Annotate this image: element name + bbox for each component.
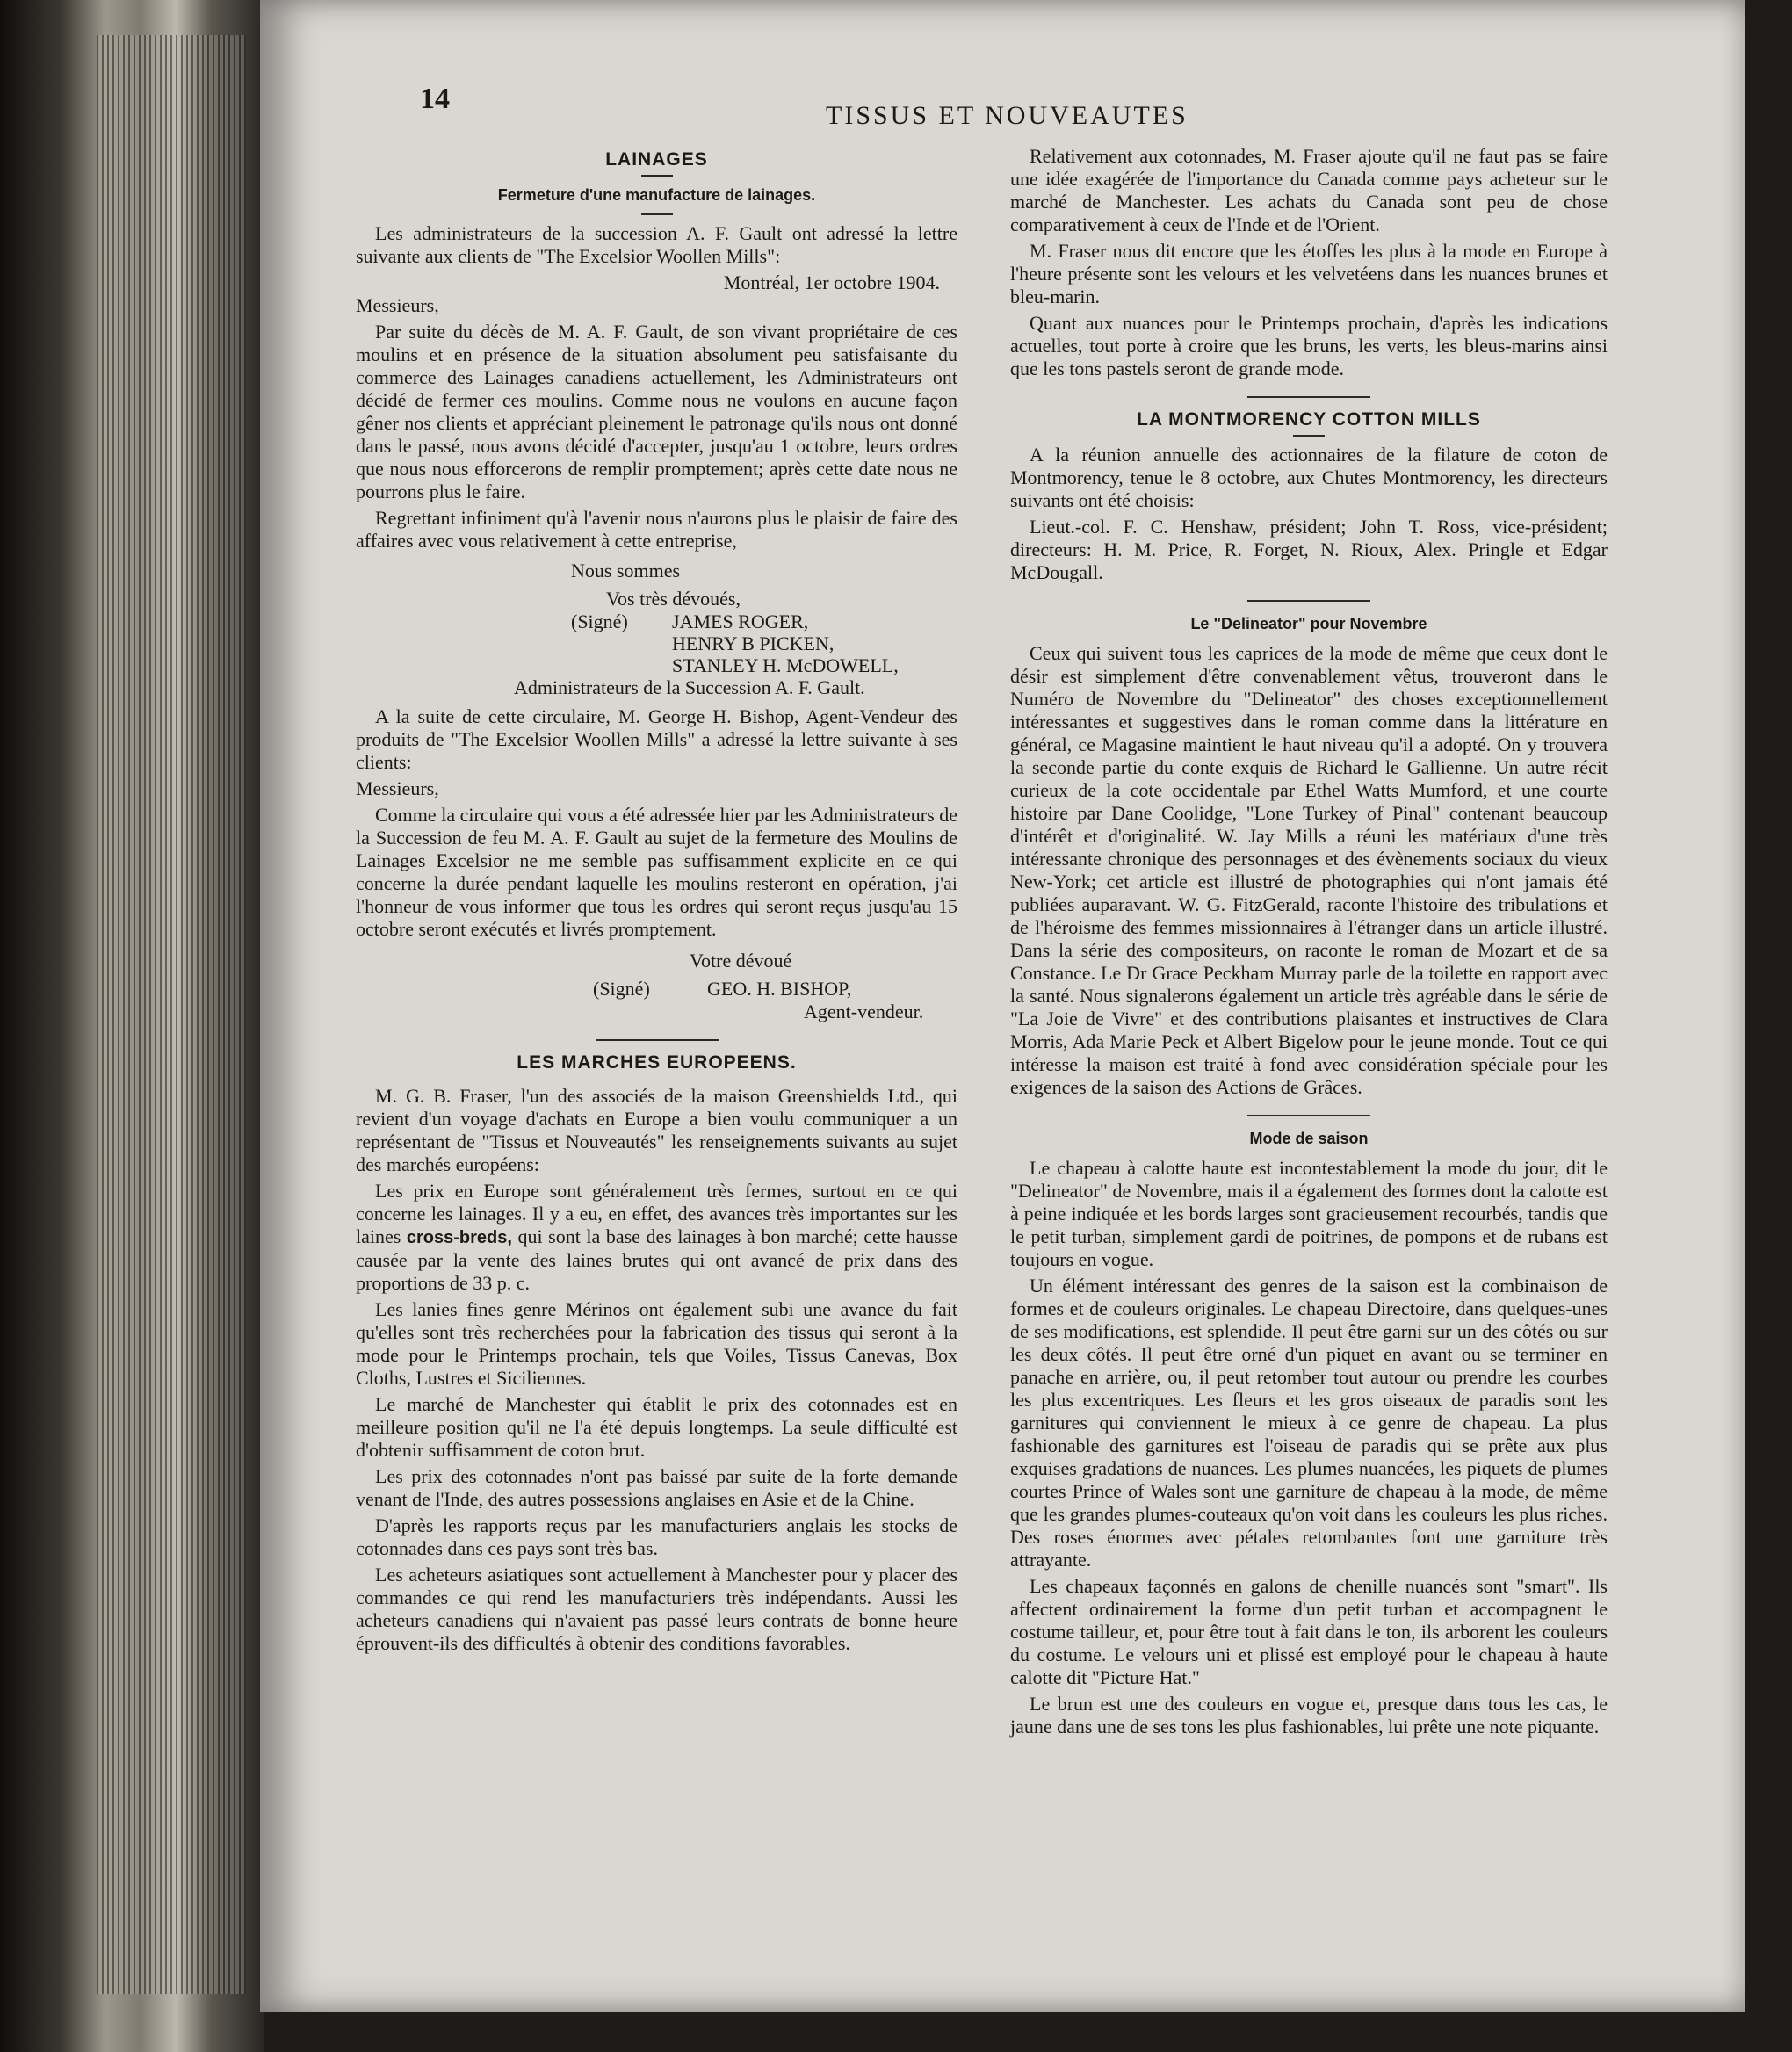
signer: HENRY B PICKEN, — [672, 632, 835, 654]
paragraph: Regrettant infiniment qu'à l'avenir nous n'aurons plus le plaisir de faire des affaires avec vous relativement à cette entreprise, — [356, 507, 957, 552]
rule — [1293, 435, 1325, 437]
paragraph: Comme la circulaire qui vous a été adressée hier par les Administrateurs de la Succession de feu M. A. F. Gault au sujet de la fermeture des Moulins de Lainages Excelsior ne me semble pas suffisamment explicite en ce qui concerne la durée pendant laquelle les moulins resteront en opération, j'ai l'honneur de vous informer que tous les ordres qui seront reçus jusqu'au 15 octobre seront exécutés et livrés promptement. — [356, 804, 957, 940]
paragraph: Les prix des cotonnades n'ont pas baissé par suite de la forte demande venant de l'Inde, des autres possessions anglaises en Asie et de la Chine. — [356, 1465, 957, 1510]
signer-role: Administrateurs de la Succession A. F. Gault. — [514, 676, 865, 698]
paragraph: Les acheteurs asiatiques sont actuellement à Manchester pour y placer des commandes ce qui rend les manufacturiers très indépendants. Aussi les acheteurs canadiens qui n'avaient pas passé leurs contrats de bonne heure éprouvent-ils des difficultés à obtenir des conditions favorables. — [356, 1564, 957, 1654]
rule — [1247, 396, 1370, 398]
paragraph: Le marché de Manchester qui établit le prix des cotonnades est en meilleure position qu'il ne l'a été depuis longtemps. La seule difficulté est d'obtenir suffisamment de coton brut. — [356, 1393, 957, 1461]
signer: GEO. H. BISHOP, — [707, 978, 852, 1000]
salutation: Messieurs, — [356, 777, 439, 799]
text-run: Les prix en Europe sont généralement très fermes, surtout en ce qui concerne les lainages. Il y a eu, en effet, des avances très importantes sur les laines — [356, 1180, 957, 1247]
rule — [1247, 1115, 1370, 1116]
paragraph: Le brun est une des couleurs en vogue et, presque dans tous les cas, le jaune dans une de ses tons les plus fashionables, lui prête une note piquante. — [1010, 1693, 1608, 1738]
paragraph: Lieut.-col. F. C. Henshaw, président; John T. Ross, vice-président; directeurs: H. M. Price, R. Forget, N. Rioux, Alex. Pringle et Edgar McDougall. — [1010, 516, 1608, 583]
left-column — [356, 145, 957, 1658]
signer-role: Agent-vendeur. — [804, 1001, 924, 1022]
page-edges — [97, 35, 246, 1994]
right-column — [1010, 145, 1608, 1742]
paragraph: Les chapeaux façonnés en galons de chenille nuancés sont "smart". Ils affectent ordinairement la forme d'un petit turban et accompagnent le costume tailleur, et, pour être tout à fait dans le ton, ils arborent les couleurs du costume. Le velours uni et plissé est employé pour le chapeau à haute calotte dit "Picture Hat." — [1010, 1575, 1608, 1688]
rule — [641, 175, 673, 177]
signature-block — [356, 611, 957, 698]
closing: Votre dévoué — [690, 950, 792, 972]
signer: JAMES ROGER, — [672, 611, 809, 632]
paragraph: Le chapeau à calotte haute est incontestablement la mode du jour, dit le "Delineator" de Novembre, mais il a également des formes dont la calotte est à peine indiquée et les bords larges sont gracieusement recourbés, tandis que le petit turban, simplement gardi de poitrines, de pompons et de rubans est toujours en vogue. — [1010, 1157, 1608, 1270]
section-title-mode: Mode de saison — [1249, 1130, 1369, 1147]
paragraph: D'après les rapports reçus par les manufacturiers anglais les stocks de cotonnades dans ces pays sont très bas. — [356, 1514, 957, 1559]
section-title-marches: LES MARCHES EUROPEENS. — [517, 1052, 797, 1073]
text-run: qui sont la base des lainages à bon marché; cette hausse causée par la vente des laines brutes qui ont avancé de prix dans des proportions de 33 p. c. — [356, 1225, 958, 1294]
closing: Nous sommes — [571, 560, 681, 582]
paragraph: M. Fraser nous dit encore que les étoffes les plus à la mode en Europe à l'heure présente sont les velours et les velvetéens dans les nuances brunes et bleu-marin. — [1010, 240, 1608, 307]
signer: STANLEY H. McDOWELL, — [672, 654, 899, 676]
dateline: Montréal, 1er octobre 1904. — [723, 271, 940, 293]
page-number: 14 — [420, 83, 450, 115]
salutation: Messieurs, — [356, 294, 439, 316]
section-title-lainages: LAINAGES — [605, 149, 708, 170]
paragraph: Quant aux nuances pour le Printemps prochain, d'après les indications actuelles, tout porte à croire que les bruns, les verts, les bleus-marins ainsi que les tons pastels seront de grande mode. — [1010, 312, 1608, 379]
bold-term: cross-breds, — [406, 1228, 512, 1247]
section-title-delineator: Le "Delineator" pour Novembre — [1190, 615, 1427, 632]
paragraph — [356, 1180, 957, 1295]
section-title-montmorency: LA MONTMORENCY COTTON MILLS — [1137, 409, 1481, 430]
paragraph: Ceux qui suivent tous les caprices de la mode de même que ceux dont le désir est simplement d'être convenablement vêtus, trouveront dans le Numéro de Novembre du "Delineator" des choses exceptionnellement intéressantes et suggestives dans le roman comme dans la littérature en général, ce Magasine maintient le haut niveau qu'il a adopté. On y trouvera la seconde partie du conte exquis de Richard le Gallienne. Un autre récit curieux de la cote occidentale par Ethel Watts Mumford, et une courte histoire par Dane Coolidge, "Lone Turkey of Pinal" contenant beaucoup d'intérêt et d'originalité. W. Jay Mills a réuni les matériaux d'une très intéressante chronique des personnages et des évènements sociaux du vieux New-York; cet article est illustré de photographies qui n'ont jamais été publiées auparavant. W. G. FitzGerald, raconte l'histoire des tribulations et de l'héroisme des femmes missionnaires à l'étranger dans un article illustré. Dans la série des compositeurs, on raconte le roman de Mozart et de sa Constance. Le Dr Grace Peckham Murray parle de la toilette en rapport avec la santé. Nous signalerons également un article très agréable dans le série de "La Joie de Vivre" et des contributions plaisantes et instructives de Clara Morris, Ada Marie Peck et Albert Bigelow pour le jeune monde. Tout ce qui intéresse la maison est traité à fond avec considération spéciale pour les exigences de la saison des Actions de Grâces. — [1010, 642, 1608, 1098]
paragraph: A la suite de cette circulaire, M. George H. Bishop, Agent-Vendeur des produits de "The Excelsior Woollen Mills" a adressé la lettre suivante à ses clients: — [356, 705, 957, 773]
paragraph: Relativement aux cotonnades, M. Fraser ajoute qu'il ne faut pas se faire une idée exagérée de l'importance du Canada comme pays acheteur sur le marché de Manchester. Les achats du Canada sont peu de chose comparativement à ceux de l'Inde et de l'Orient. — [1010, 145, 1608, 235]
paragraph: Un élément intéressant des genres de la saison est la combinaison de formes et de couleurs originales. Le chapeau Directoire, dans quelques-unes de ses modifications, est splendide. Il peut être garni sur un des côtés ou sur les deux côtés. Il peut être orné d'un piquet en avant ou se terminer en panache en arrière, ou, il peut retomber tout autour ou prendre les courbes les plus excentriques. Les fleurs et les gros oiseaux de paradis sont les garnitures qui conviennent le mieux à ce genre de chapeau. La plus fashionable des garnitures est l'oiseau de paradis qui se prête aux plus exquises gradations de nuances. Les plumes nuancées, les piquets de plumes courtes Prince of Wales sont une garniture de chapeau à la mode, de même que les grandes plumes-couteaux qu'on voit dans les couleurs les plus riches. Des roses énormes avec pétales retombantes font une garniture très attrayante. — [1010, 1275, 1608, 1571]
signed-label: (Signé) — [571, 611, 628, 632]
paragraph: A la réunion annuelle des actionnaires de la filature de coton de Montmorency, tenue le 8 octobre, aux Chutes Montmorency, les directeurs suivants ont été choisis: — [1010, 444, 1608, 511]
rule — [1247, 600, 1370, 602]
rule — [596, 1039, 719, 1041]
paragraph: Les administrateurs de la succession A. F. Gault ont adressé la lettre suivante aux clients de "The Excelsior Woollen Mills": — [356, 222, 957, 267]
rule — [641, 213, 673, 215]
running-head: TISSUS ET NOUVEAUTES — [826, 101, 1189, 130]
paragraph: Les lanies fines genre Mérinos ont également subi une avance du fait qu'elles sont très recherchées pour la fabrication des tissus qui seront à la mode pour le Printemps prochain, tels que Voiles, Tissus Canevas, Box Cloths, Lustres et Siciliennes. — [356, 1298, 957, 1389]
section-subtitle: Fermeture d'une manufacture de lainages. — [497, 186, 816, 204]
paragraph: Par suite du décès de M. A. F. Gault, de son vivant propriétaire de ces moulins et en présence de la situation absolument peu satisfaisante du commerce des Lainages canadiens actuellement, les Administrateurs ont décidé de fermer ces moulins. Comme nous ne voulons en aucune façon gêner nos clients et appréciant pleinement le patronage qu'ils nous ont donné dans le passé, nous avons décidé d'accepter, jusqu'au 1 octobre, leurs ordres que nous nous efforcerons de remplir promptement; après cette date nous ne pourrons plus le faire. — [356, 321, 957, 502]
paragraph: M. G. B. Fraser, l'un des associés de la maison Greenshields Ltd., qui revient d'un voyage d'achats en Europe a bien voulu communiquer a un représentant de "Tissus et Nouveautés" les renseignements suivants au sujet des marchés européens: — [356, 1085, 957, 1175]
signed-label: (Signé) — [593, 978, 650, 1000]
closing: Vos très dévoués, — [606, 588, 741, 610]
